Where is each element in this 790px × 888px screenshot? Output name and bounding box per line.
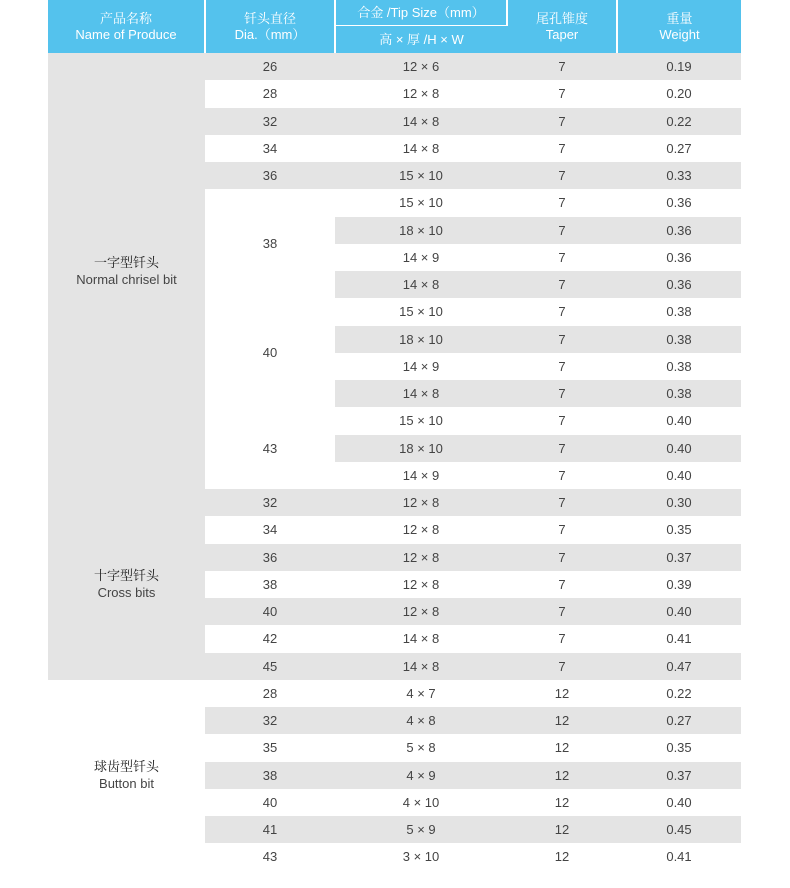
cell-tip-size: 18 × 10 [335, 217, 507, 244]
col-header-taper-en: Taper [545, 26, 579, 42]
cell-weight: 0.36 [617, 271, 741, 298]
cell-weight: 0.35 [617, 734, 741, 761]
cell-weight: 0.38 [617, 380, 741, 407]
product-name-cn: 十字型钎头 [93, 568, 159, 584]
cell-diameter: 32 [205, 108, 335, 135]
cell-diameter: 36 [205, 544, 335, 571]
cell-weight: 0.22 [617, 680, 741, 707]
cell-weight: 0.27 [617, 135, 741, 162]
col-header-weight-cn: 重量 [666, 10, 693, 26]
product-name-en: Button bit [99, 776, 154, 792]
cell-taper: 7 [507, 435, 617, 462]
cell-tip-size: 18 × 10 [335, 326, 507, 353]
cell-diameter: 40 [205, 789, 335, 816]
cell-tip-size: 14 × 8 [335, 135, 507, 162]
cell-diameter: 41 [205, 816, 335, 843]
cell-tip-size: 14 × 9 [335, 462, 507, 489]
cell-taper: 7 [507, 271, 617, 298]
cell-tip-size: 14 × 8 [335, 653, 507, 680]
col-header-name-cn: 产品名称 [99, 10, 152, 26]
cell-taper: 7 [507, 489, 617, 516]
cell-taper: 7 [507, 80, 617, 107]
cell-taper: 7 [507, 162, 617, 189]
cell-diameter: 40 [205, 298, 335, 407]
col-header-taper [507, 0, 617, 53]
cell-tip-size: 14 × 8 [335, 108, 507, 135]
cell-weight: 0.39 [617, 571, 741, 598]
cell-tip-size: 4 × 10 [335, 789, 507, 816]
cell-tip-size: 14 × 8 [335, 380, 507, 407]
cell-weight: 0.19 [617, 53, 741, 80]
cell-tip-size: 14 × 8 [335, 625, 507, 652]
cell-tip-size: 5 × 9 [335, 816, 507, 843]
cell-diameter: 40 [205, 598, 335, 625]
cell-tip-size: 3 × 10 [335, 843, 507, 870]
cell-diameter: 38 [205, 571, 335, 598]
cell-weight: 0.36 [617, 244, 741, 271]
cell-tip-size: 4 × 7 [335, 680, 507, 707]
cell-diameter: 38 [205, 762, 335, 789]
cell-taper: 7 [507, 598, 617, 625]
cell-diameter: 35 [205, 734, 335, 761]
col-header-dia-en: Dia.（mm） [234, 26, 306, 42]
cell-tip-size: 15 × 10 [335, 189, 507, 216]
cell-weight: 0.37 [617, 544, 741, 571]
cell-taper: 12 [507, 707, 617, 734]
cell-taper: 7 [507, 217, 617, 244]
cell-tip-size: 12 × 6 [335, 53, 507, 80]
cell-diameter: 26 [205, 53, 335, 80]
cell-tip-size: 14 × 9 [335, 353, 507, 380]
table-body [48, 53, 741, 871]
cell-taper: 7 [507, 380, 617, 407]
cell-weight: 0.37 [617, 762, 741, 789]
cell-taper: 12 [507, 843, 617, 870]
cell-taper: 12 [507, 816, 617, 843]
cell-weight: 0.40 [617, 462, 741, 489]
cell-tip-size: 12 × 8 [335, 571, 507, 598]
cell-taper: 7 [507, 108, 617, 135]
col-header-name-en: Name of Produce [75, 26, 177, 42]
spec-table [48, 0, 741, 871]
cell-taper: 7 [507, 353, 617, 380]
cell-weight: 0.22 [617, 108, 741, 135]
cell-weight: 0.20 [617, 80, 741, 107]
cell-taper: 12 [507, 680, 617, 707]
cell-diameter: 34 [205, 516, 335, 543]
table-row [48, 489, 741, 516]
product-name-cn: 一字型钎头 [93, 255, 159, 270]
cell-taper: 7 [507, 244, 617, 271]
cell-weight: 0.40 [617, 435, 741, 462]
cell-tip-size: 15 × 10 [335, 298, 507, 325]
cell-diameter: 32 [205, 707, 335, 734]
cell-weight: 0.45 [617, 816, 741, 843]
cell-weight: 0.40 [617, 407, 741, 434]
cell-diameter: 43 [205, 843, 335, 870]
cell-tip-size: 12 × 8 [335, 516, 507, 543]
cell-diameter: 28 [205, 80, 335, 107]
col-header-tip-sub: 高 × 厚 /H × W [335, 26, 507, 54]
cell-weight: 0.30 [617, 489, 741, 516]
cell-taper: 12 [507, 762, 617, 789]
cell-weight: 0.36 [617, 189, 741, 216]
col-header-taper-cn: 尾孔锥度 [535, 10, 588, 26]
cell-weight: 0.40 [617, 598, 741, 625]
cell-taper: 7 [507, 462, 617, 489]
col-header-dia [205, 0, 335, 53]
cell-taper: 7 [507, 653, 617, 680]
cell-diameter: 34 [205, 135, 335, 162]
cell-tip-size: 4 × 9 [335, 762, 507, 789]
cell-tip-size: 15 × 10 [335, 407, 507, 434]
cell-taper: 7 [507, 298, 617, 325]
cell-weight: 0.38 [617, 353, 741, 380]
cell-diameter: 43 [205, 407, 335, 489]
cell-tip-size: 12 × 8 [335, 598, 507, 625]
cell-taper: 7 [507, 189, 617, 216]
cell-tip-size: 4 × 8 [335, 707, 507, 734]
col-header-name [48, 0, 205, 53]
cell-weight: 0.36 [617, 217, 741, 244]
cell-weight: 0.40 [617, 789, 741, 816]
cell-tip-size: 12 × 8 [335, 544, 507, 571]
col-header-dia-cn: 钎头直径 [243, 10, 296, 26]
cell-diameter: 32 [205, 489, 335, 516]
cell-taper: 12 [507, 734, 617, 761]
cell-diameter: 45 [205, 653, 335, 680]
product-name-cn: 球齿型钎头 [93, 759, 159, 775]
product-name-cell [48, 53, 205, 489]
table-row [48, 680, 741, 707]
cell-taper: 12 [507, 789, 617, 816]
cell-tip-size: 15 × 10 [335, 162, 507, 189]
product-name-en: Normal chrisel bit [76, 272, 177, 287]
cell-weight: 0.38 [617, 298, 741, 325]
cell-taper: 7 [507, 571, 617, 598]
product-name-cell [48, 489, 205, 680]
cell-weight: 0.35 [617, 516, 741, 543]
cell-diameter: 38 [205, 189, 335, 298]
cell-taper: 7 [507, 326, 617, 353]
col-header-tip: 合金 /Tip Size（mm） [335, 0, 507, 26]
cell-tip-size: 18 × 10 [335, 435, 507, 462]
col-header-weight-en: Weight [659, 26, 700, 42]
cell-diameter: 28 [205, 680, 335, 707]
cell-weight: 0.33 [617, 162, 741, 189]
cell-taper: 7 [507, 53, 617, 80]
cell-taper: 7 [507, 516, 617, 543]
cell-weight: 0.41 [617, 843, 741, 870]
cell-taper: 7 [507, 625, 617, 652]
cell-tip-size: 12 × 8 [335, 489, 507, 516]
cell-tip-size: 5 × 8 [335, 734, 507, 761]
product-name-cell [48, 680, 205, 871]
cell-diameter: 36 [205, 162, 335, 189]
cell-weight: 0.41 [617, 625, 741, 652]
product-name-en: Cross bits [97, 585, 156, 601]
cell-taper: 7 [507, 407, 617, 434]
cell-diameter: 42 [205, 625, 335, 652]
cell-taper: 7 [507, 135, 617, 162]
table-row [48, 53, 741, 80]
cell-tip-size: 12 × 8 [335, 80, 507, 107]
col-header-weight [617, 0, 741, 53]
cell-weight: 0.27 [617, 707, 741, 734]
cell-tip-size: 14 × 8 [335, 271, 507, 298]
table-header [48, 0, 741, 53]
cell-tip-size: 14 × 9 [335, 244, 507, 271]
cell-taper: 7 [507, 544, 617, 571]
cell-weight: 0.47 [617, 653, 741, 680]
cell-weight: 0.38 [617, 326, 741, 353]
